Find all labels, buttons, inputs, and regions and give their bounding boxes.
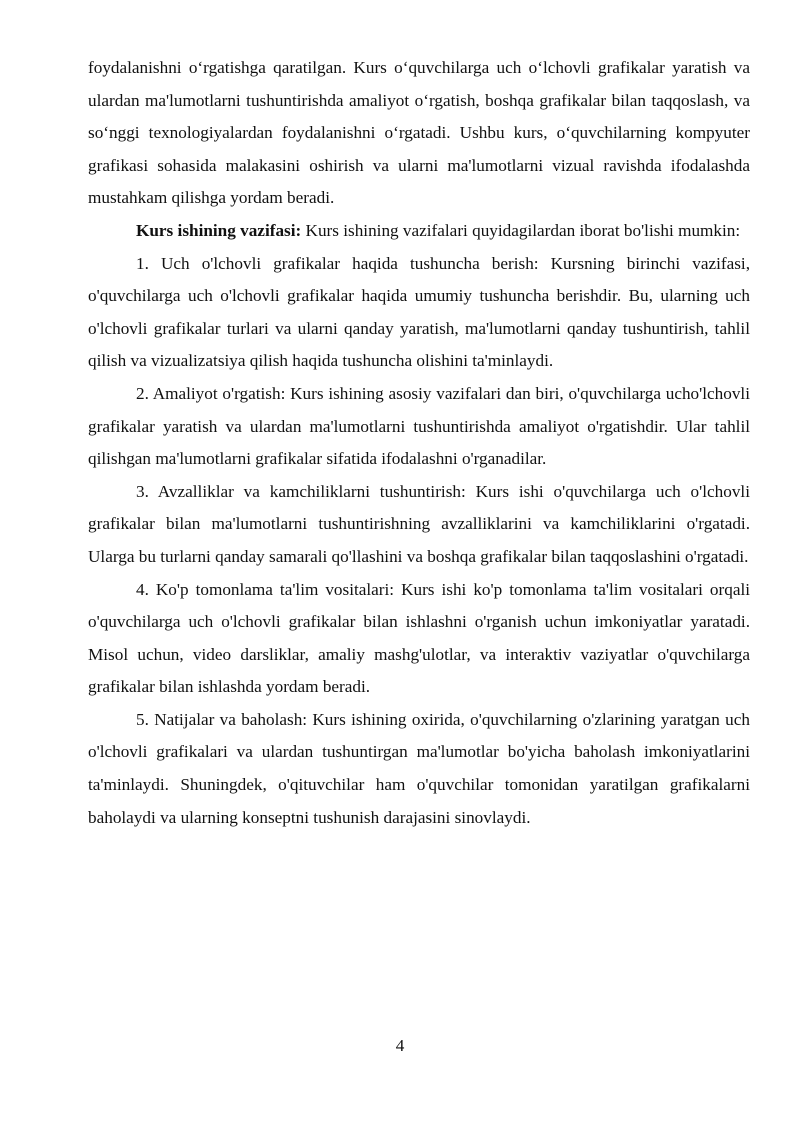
list-item-2: 2. Amaliyot o'rgatish: Kurs ishining asosiy vazifalari dan biri, o'quvchilarga ucho'lchovli grafikalar yaratish va ulardan ma'lumotlarni tushuntirishda amaliyot o'rgatishdir. Ular tahlil qilishgan ma'lumotlarni grafikalar sifatida ifodalashni o'rganadilar. xyxy=(88,383,750,469)
page-number: 4 xyxy=(395,1036,405,1055)
course-tasks-text: Kurs ishining vazifalari quyidagilardan iborat bo'lishi mumkin: xyxy=(301,220,741,240)
list-item-3: 3. Avzalliklar va kamchiliklarni tushuntirish: Kurs ishi o'quvchilarga uch o'lchovli grafikalar bilan ma'lumotlarni tushuntirishning avzalliklarini va kamchiliklarini o'rgatadi. Ularga bu turlarni qanday samarali qo'llashini va boshqa grafikalar bilan taqqoslashini o'rgatadi. xyxy=(88,481,750,566)
list-item-5: 5. Natijalar va baholash: Kurs ishining oxirida, o'quvchilarning o'zlarining yaratgan uch o'lchovli grafikalari va ulardan tushuntirgan ma'lumotlar bo'yicha baholash imkoniyatlarini ta'minlaydi. Shuningdek, o'qituvchilar ham o'quvchilar tomonidan yaratilgan grafikalarni baholaydi va ularning konseptni tushunish darajasini sinovlaydi. xyxy=(88,709,750,827)
paragraph-course-tasks xyxy=(88,215,750,248)
list-item-4: 4. Ko'p tomonlama ta'lim vositalari: Kurs ishi ko'p tomonlama ta'lim vositalari orqali o'quvchilarga uch o'lchovli grafikalar bilan ishlashni o'rganish uchun imkoniyatlar yaratadi. Misol uchun, video darsliklar, amaliy mashg'ulotlar, va interaktiv vaziyatlar o'quvchilarga grafikalar bilan ishlashda yordam beradi. xyxy=(88,579,750,697)
list-item-1: 1. Uch o'lchovli grafikalar haqida tushuncha berish: Kursning birinchi vazifasi, o'quvchilarga uch o'lchovli grafikalar haqida umumiy tushuncha berishdir. Bu, ularning uch o'lchovli grafikalar turlari va ularni qanday yaratish, ma'lumotlarni qanday tushuntirish, tahlil qilish va vizualizatsiya qilish haqida tushuncha olishini ta'minlaydi. xyxy=(88,253,750,371)
document-body xyxy=(88,52,750,834)
paragraph-intro-continuation: foydalanishni o‘rgatishga qaratilgan. Kurs o‘quvchilarga uch o‘lchovli grafikalar yaratish va ulardan ma'lumotlarni tushuntirishda amaliyot o‘rgatish, boshqa grafikalar bilan taqqoslash, va so‘nggi texnologiyalardan foydalanishni o‘rgatadi. Ushbu kurs, o‘quvchilarning kompyuter grafikasi sohasida malakasini oshirish va ularni ma'lumotlarni vizual ravishda ifodalashda mustahkam qilishga yordam beradi. xyxy=(88,58,750,208)
course-tasks-heading: Kurs ishining vazifasi: xyxy=(136,220,302,240)
